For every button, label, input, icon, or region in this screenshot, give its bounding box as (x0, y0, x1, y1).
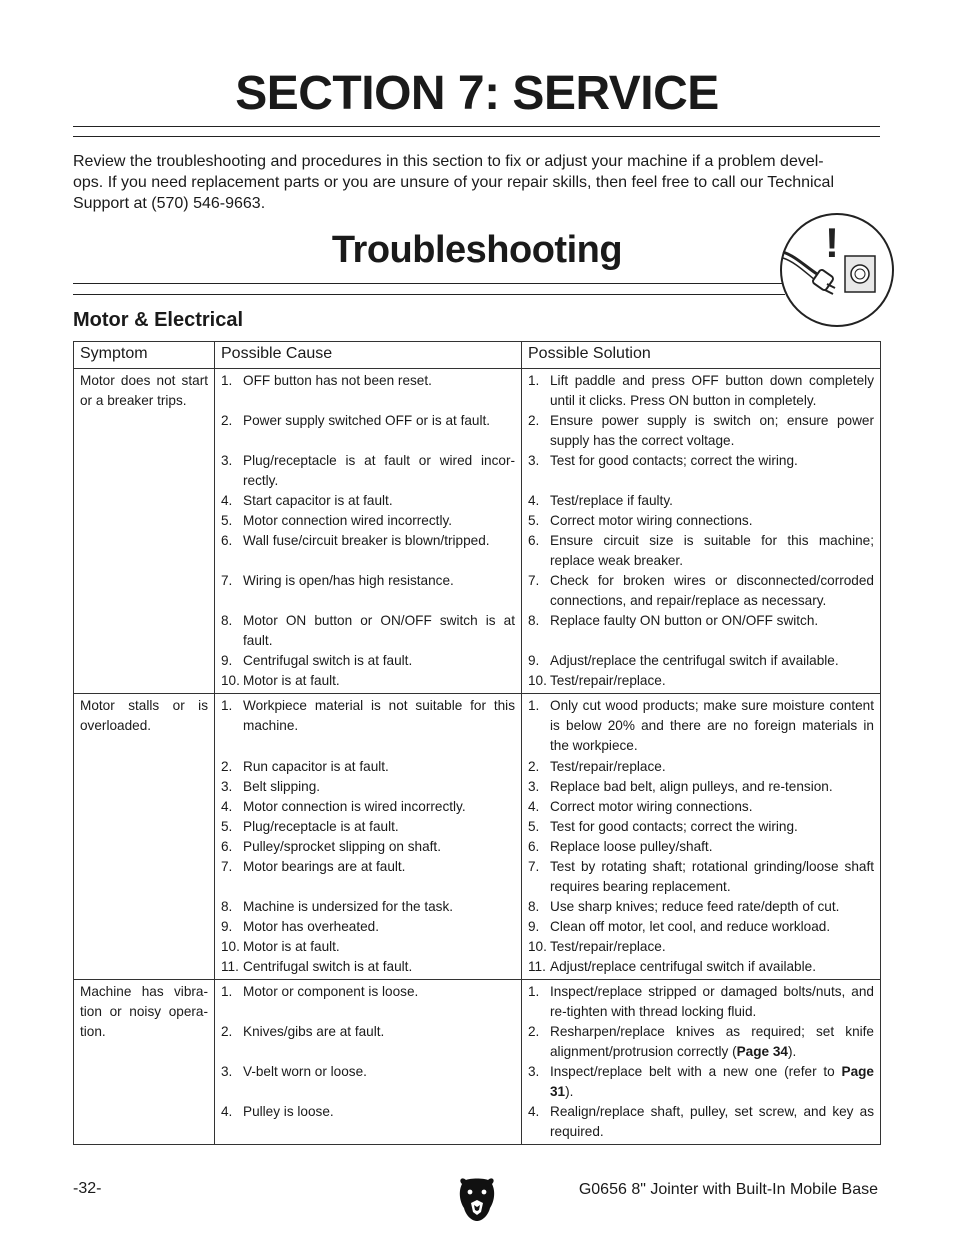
cause-text: Motor or component is loose. (243, 984, 419, 999)
solution-text-post: ). (565, 1084, 574, 1100)
header-symptom: Symptom (74, 342, 215, 369)
solution-text: Adjust/replace centrifugal switch if available. (550, 959, 816, 974)
cause-item (221, 857, 515, 897)
cause-item (221, 671, 515, 691)
solution-item (528, 982, 874, 1022)
solution-text: Replace loose pulley/shaft. (550, 839, 713, 854)
solution-item (528, 857, 874, 897)
item-number: 3. (221, 453, 233, 468)
item-number: 1. (221, 984, 233, 999)
solution-item (528, 511, 874, 531)
cause-cell (215, 694, 522, 980)
cause-text: Wiring is open/has high resistance. (243, 573, 454, 588)
solution-item (528, 696, 874, 757)
solution-text: Realign/replace shaft, pulley, set screw, and key as required. (550, 1104, 874, 1140)
item-number: 1. (221, 698, 233, 713)
cause-item (221, 491, 515, 511)
solution-item (528, 837, 874, 857)
solution-item (528, 1062, 874, 1102)
solution-text: Ensure power supply is switch on; ensure power supply has the correct voltage. (550, 413, 874, 449)
solution-text (550, 1022, 874, 1062)
item-number: 2. (528, 413, 540, 428)
item-number: 8. (221, 613, 233, 628)
solution-text-post: ). (788, 1044, 797, 1060)
solution-text: Test by rotating shaft; rotational grinding/loose shaft requires bearing replacement. (550, 859, 874, 895)
intro-paragraph (73, 151, 882, 214)
solution-text: Test/replace if faulty. (550, 493, 673, 508)
item-number: 4. (221, 1104, 233, 1119)
cause-text: Centrifugal switch is at fault. (243, 959, 413, 974)
solution-item (528, 491, 874, 511)
item-number: 1. (528, 984, 540, 999)
item-number: 11. (528, 959, 546, 974)
item-number: 6. (528, 839, 540, 854)
intro-line: ops. If you need replacement parts or you are unsure of your repair skills, then feel free to call our Technical (73, 174, 834, 191)
item-number: 9. (221, 919, 233, 934)
header-possible-solution: Possible Solution (522, 342, 881, 369)
cause-item (221, 611, 515, 651)
cause-item (221, 571, 515, 611)
item-number: 2. (221, 413, 233, 428)
item-number: 9. (528, 919, 540, 934)
cause-item (221, 696, 515, 757)
solution-cell (522, 694, 881, 980)
solution-item (528, 671, 874, 691)
item-number: 8. (528, 899, 540, 914)
cause-item (221, 1102, 515, 1142)
item-number: 3. (221, 779, 233, 794)
section-title: SECTION 7: SERVICE (235, 67, 719, 120)
item-number: 10. (221, 673, 240, 688)
item-number: 4. (528, 493, 540, 508)
cause-cell (215, 980, 522, 1145)
item-number: 3. (221, 1064, 233, 1079)
solution-text-pre: Resharpen/replace knives as required; set knife alignment/protrusion correctly ( (550, 1024, 874, 1060)
item-number: 4. (528, 799, 540, 814)
cause-item (221, 797, 515, 817)
solution-text-pre: Inspect/replace belt with a new one (refer to (550, 1064, 842, 1079)
cause-item (221, 982, 515, 1022)
cause-text: Belt slipping. (243, 779, 321, 794)
solution-item (528, 797, 874, 817)
cause-text: Start capacitor is at fault. (243, 493, 393, 508)
troubleshooting-title: Troubleshooting (331, 229, 623, 271)
item-number: 3. (528, 1064, 540, 1079)
cause-item (221, 957, 515, 977)
item-number: 4. (221, 493, 233, 508)
solution-item (528, 1022, 874, 1062)
table-header-row (74, 342, 881, 369)
cause-item (221, 777, 515, 797)
cause-text: Motor is at fault. (243, 673, 340, 688)
solution-text: Replace bad belt, align pulleys, and re-tension. (550, 779, 833, 794)
cause-text: Motor has overheated. (243, 919, 380, 934)
page-reference: Page 31 (550, 1064, 874, 1100)
solution-text: Ensure circuit size is suitable for this machine; replace weak breaker. (550, 533, 874, 569)
item-number: 8. (528, 613, 540, 628)
item-number: 1. (528, 698, 540, 713)
cause-item (221, 837, 515, 857)
item-number: 11. (221, 959, 239, 974)
cause-text: Motor connection wired incorrectly. (243, 513, 453, 528)
solution-item (528, 817, 874, 837)
solution-cell (522, 369, 881, 694)
cause-text: Motor connection is wired incorrectly. (243, 799, 466, 814)
solution-item (528, 1102, 874, 1142)
cause-text: Plug/receptacle is at fault or wired incor-rectly. (243, 453, 515, 489)
warning-plug-icon (779, 212, 895, 328)
solution-text: Lift paddle and press OFF button down completely until it clicks. Press ON button in completely. (550, 373, 874, 409)
solution-text: Test/repair/replace. (550, 673, 666, 688)
troubleshooting-rule-lower (73, 294, 785, 295)
item-number: 10. (528, 939, 547, 954)
cause-item (221, 411, 515, 451)
solution-item (528, 937, 874, 957)
title-rule-upper (73, 126, 880, 127)
solution-item (528, 897, 874, 917)
solution-item (528, 957, 874, 977)
table-row (74, 980, 881, 1145)
intro-line: Review the troubleshooting and procedures in this section to fix or adjust your machine if a problem devel- (73, 153, 824, 170)
item-number: 2. (528, 759, 540, 774)
item-number: 8. (221, 899, 233, 914)
troubleshooting-rule-upper (73, 283, 785, 284)
cause-text: Motor bearings are at fault. (243, 859, 406, 874)
cause-text: Machine is undersized for the task. (243, 899, 454, 914)
footer-title: G0656 8" Jointer with Built-In Mobile Base (578, 1181, 878, 1198)
cause-item (221, 531, 515, 571)
cause-text: OFF button has not been reset. (243, 373, 432, 388)
cause-item (221, 937, 515, 957)
cause-text: Pulley/sprocket slipping on shaft. (243, 839, 441, 854)
cause-text: Run capacitor is at fault. (243, 759, 389, 774)
solution-text: Replace faulty ON button or ON/OFF switch. (550, 613, 819, 628)
cause-text: Plug/receptacle is at fault. (243, 819, 399, 834)
cause-item (221, 1022, 515, 1062)
cause-text: Power supply switched OFF or is at fault. (243, 413, 491, 428)
cause-text: Centrifugal switch is at fault. (243, 653, 413, 668)
item-number: 7. (528, 859, 540, 874)
item-number: 5. (221, 513, 233, 528)
solution-text (550, 1062, 874, 1102)
motor-electrical-subtitle: Motor & Electrical (73, 309, 244, 331)
intro-line: Support at (570) 546-9663. (73, 195, 266, 212)
solution-text: Test/repair/replace. (550, 939, 666, 954)
solution-text: Use sharp knives; reduce feed rate/depth of cut. (550, 899, 840, 914)
solution-text: Adjust/replace the centrifugal switch if available. (550, 653, 839, 668)
solution-item (528, 371, 874, 411)
solution-text: Correct motor wiring connections. (550, 513, 753, 528)
solution-text: Test for good contacts; correct the wiring. (550, 453, 798, 468)
cause-text: Workpiece material is not suitable for this machine. (243, 698, 515, 734)
item-number: 1. (221, 373, 233, 388)
cause-text: V-belt worn or loose. (243, 1064, 367, 1079)
cause-text: Motor is at fault. (243, 939, 340, 954)
item-number: 5. (528, 513, 540, 528)
solution-item (528, 777, 874, 797)
item-number: 5. (221, 819, 233, 834)
solution-text: Test/repair/replace. (550, 759, 666, 774)
table-row (74, 369, 881, 694)
cause-text: Wall fuse/circuit breaker is blown/tripped. (243, 533, 490, 548)
solution-item (528, 651, 874, 671)
symptom-cell: Motor does not start or a breaker trips. (74, 369, 215, 694)
symptom-cell: Machine has vibra-tion or noisy opera-tion. (74, 980, 215, 1145)
cause-item (221, 757, 515, 777)
exclamation-mark: ! (825, 219, 839, 266)
cause-item (221, 917, 515, 937)
cause-item (221, 511, 515, 531)
title-rule-lower (73, 136, 880, 137)
solution-item (528, 611, 874, 651)
solution-text: Inspect/replace stripped or damaged bolts/nuts, and re-tighten with thread locking fluid. (550, 984, 874, 1020)
cause-item (221, 897, 515, 917)
solution-item (528, 571, 874, 611)
solution-item (528, 531, 874, 571)
page-number: -32- (73, 1180, 102, 1197)
grizzly-bear-logo (456, 1176, 498, 1222)
item-number: 10. (528, 673, 547, 688)
solution-cell (522, 980, 881, 1145)
solution-item (528, 451, 874, 491)
solution-text: Clean off motor, let cool, and reduce workload. (550, 919, 831, 934)
item-number: 2. (221, 1024, 233, 1039)
cause-text: Motor ON button or ON/OFF switch is at fault. (243, 613, 515, 649)
cause-item (221, 817, 515, 837)
item-number: 9. (221, 653, 233, 668)
header-possible-cause: Possible Cause (215, 342, 522, 369)
solution-text: Test for good contacts; correct the wiring. (550, 819, 798, 834)
item-number: 2. (528, 1024, 540, 1039)
cause-text: Pulley is loose. (243, 1104, 334, 1119)
item-number: 6. (528, 533, 540, 548)
solution-text: Correct motor wiring connections. (550, 799, 753, 814)
item-number: 10. (221, 939, 240, 954)
item-number: 3. (528, 453, 540, 468)
solution-item (528, 757, 874, 777)
item-number: 1. (528, 373, 540, 388)
solution-text: Check for broken wires or disconnected/corroded connections, and repair/replace as necessary. (550, 573, 874, 609)
item-number: 7. (221, 859, 233, 874)
solution-text: Only cut wood products; make sure moisture content is below 20% and there are no foreign materials in the workpiece. (550, 698, 874, 754)
solution-item (528, 917, 874, 937)
item-number: 4. (221, 799, 233, 814)
cause-item (221, 1062, 515, 1102)
table-row (74, 694, 881, 980)
cause-item (221, 371, 515, 411)
page-reference: Page 34 (736, 1044, 788, 1060)
item-number: 7. (528, 573, 540, 588)
item-number: 3. (528, 779, 540, 794)
item-number: 5. (528, 819, 540, 834)
symptom-cell: Motor stalls or is overloaded. (74, 694, 215, 980)
item-number: 9. (528, 653, 540, 668)
cause-cell (215, 369, 522, 694)
solution-item (528, 411, 874, 451)
cause-text: Knives/gibs are at fault. (243, 1024, 385, 1039)
cause-item (221, 451, 515, 491)
troubleshooting-table (73, 341, 881, 1145)
item-number: 2. (221, 759, 233, 774)
item-number: 6. (221, 839, 233, 854)
item-number: 4. (528, 1104, 540, 1119)
item-number: 7. (221, 573, 233, 588)
cause-item (221, 651, 515, 671)
item-number: 6. (221, 533, 233, 548)
